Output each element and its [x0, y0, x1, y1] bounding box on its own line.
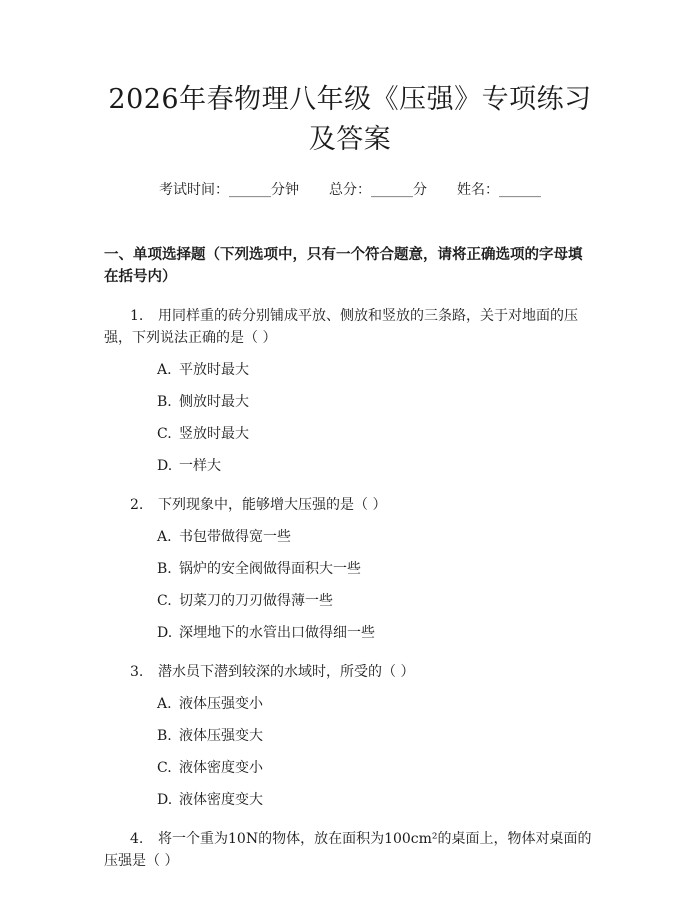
option-text: 深埋地下的水管出口做得细一些: [179, 625, 375, 641]
option-letter: A.: [157, 529, 172, 545]
exam-info: [104, 180, 596, 200]
option: [104, 558, 596, 580]
exam-time-field: 考试时间：______分钟: [159, 182, 299, 198]
question-text: 潜水员下潜到较深的水域时，所受的（ ）: [158, 664, 415, 680]
question-number: 4.: [130, 831, 144, 847]
option-letter: D.: [157, 458, 173, 474]
option-letter: B.: [157, 561, 172, 577]
option-letter: A.: [157, 362, 172, 378]
question: [104, 494, 596, 516]
option-text: 竖放时最大: [179, 426, 249, 442]
option: [104, 725, 596, 747]
question: [104, 661, 596, 683]
option-letter: D.: [157, 625, 173, 641]
question-text: 下列现象中，能够增大压强的是（ ）: [158, 497, 387, 513]
option-letter: B.: [157, 394, 172, 410]
question-number: 2.: [130, 497, 144, 513]
option-text: 平放时最大: [179, 362, 249, 378]
option-text: 液体密度变小: [179, 760, 263, 776]
option-text: 液体压强变小: [179, 696, 263, 712]
section-heading: 一、单项选择题（下列选项中，只有一个符合题意，请将正确选项的字母填在括号内）: [104, 247, 583, 285]
option-text: 书包带做得宽一些: [179, 529, 291, 545]
option: [104, 455, 596, 477]
total-score-field: 总分：______分: [329, 182, 427, 198]
document-title: 2026年春物理八年级《压强》专项练习及答案: [108, 84, 592, 155]
question-text: 用同样重的砖分别铺成平放、侧放和竖放的三条路，关于对地面的压强，下列说法正确的是（ ）: [104, 308, 578, 346]
option-letter: C.: [157, 426, 172, 442]
option-text: 一样大: [179, 458, 221, 474]
option: [104, 757, 596, 779]
option-text: 液体压强变大: [179, 728, 263, 744]
option: [104, 590, 596, 612]
option-letter: A.: [157, 696, 172, 712]
question: [104, 828, 596, 872]
option-text: 侧放时最大: [179, 394, 249, 410]
option-text: 锅炉的安全阀做得面积大一些: [179, 561, 361, 577]
question-number: 3.: [130, 664, 144, 680]
option: [104, 693, 596, 715]
option: [104, 789, 596, 811]
option: [104, 359, 596, 381]
option-letter: B.: [157, 728, 172, 744]
option: [104, 622, 596, 644]
option: [104, 423, 596, 445]
option-letter: D.: [157, 792, 173, 808]
option-letter: C.: [157, 593, 172, 609]
option-text: 切菜刀的刀刃做得薄一些: [179, 593, 333, 609]
student-name-field: 姓名：______: [457, 182, 541, 198]
question: [104, 305, 596, 349]
option-text: 液体密度变大: [179, 792, 263, 808]
option: [104, 526, 596, 548]
question-text: 将一个重为10N的物体，放在面积为100cm²的桌面上，物体对桌面的压强是（ ）: [104, 831, 592, 869]
question-number: 1.: [130, 308, 144, 324]
option-letter: C.: [157, 760, 172, 776]
option: [104, 391, 596, 413]
